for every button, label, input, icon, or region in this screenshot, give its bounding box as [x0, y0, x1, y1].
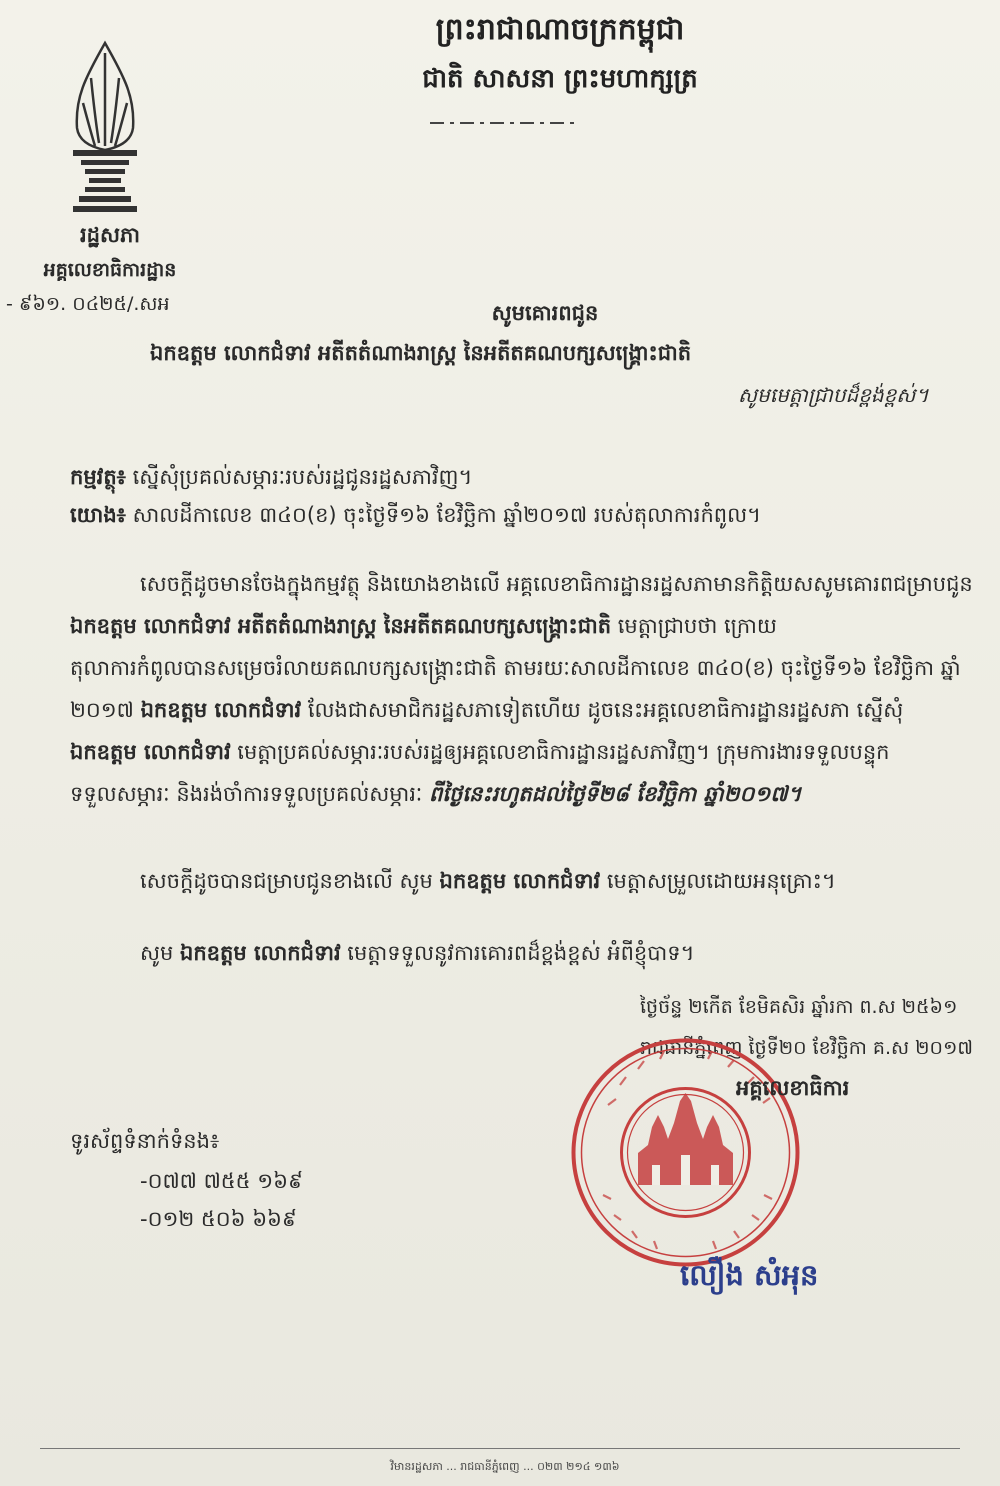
body-paragraph-2	[140, 860, 836, 902]
phone-number: -០៧៧ ៧៥៥ ១៦៩	[140, 1169, 303, 1193]
salutation-label: សូមគោរពជូន	[491, 301, 599, 325]
paragraph-text: លែងជាសមាជិករដ្ឋសភាទៀតហើយ ដូចនេះអគ្គលេខាធិការដ្ឋានរដ្ឋសភា ស្នើសុំ	[301, 698, 904, 722]
solar-date: រាជធានីភ្នំពេញ ថ្ងៃទី២០ ខែវិច្ឆិកា គ.ស ២០១៧	[640, 1037, 973, 1059]
paragraph-bold-text: ឯកឧត្តម លោកជំទាវ	[70, 740, 231, 764]
paragraph-bold-text: ឯកឧត្តម លោកជំទាវ	[140, 698, 302, 722]
footer-address: វិមានរដ្ឋសភា ... រាជធានីភ្នំពេញ ... ០២៣ ២១៤ ១៣៦	[390, 1460, 620, 1473]
national-motto: ជាតិ សាសនា ព្រះមហាក្សត្រ	[422, 64, 698, 94]
body-paragraph-1	[70, 563, 973, 815]
subject-text: ស្នើសុំប្រគល់សម្ភារៈរបស់រដ្ឋជូនរដ្ឋសភាវិញ។	[132, 465, 473, 489]
paragraph-text: ទទួលសម្ភារៈ និងរង់ចាំការទទួលប្រគល់សម្ភារៈ	[70, 782, 430, 806]
paragraph-text: មេត្តាប្រគល់សម្ភារៈរបស់រដ្ឋឲ្យអគ្គលេខាធិការដ្ឋានរដ្ឋសភាវិញ។ ក្រុមការងារទទួលបន្ទុក	[230, 740, 890, 764]
kingdom-heading: ព្រះរាជាណាចក្រកម្ពុជា	[435, 12, 685, 47]
paragraph-text: មេត្តាជ្រាបថា ក្រោយ	[611, 614, 777, 638]
reference-label: យោង៖	[70, 503, 126, 527]
courtesy-line: សូមមេត្តាជ្រាបដ៏ខ្ពង់ខ្ពស់។	[738, 383, 929, 407]
paragraph-line	[70, 605, 970, 647]
paragraph-text: មេត្តាសម្រួលដោយអនុគ្រោះ។	[600, 869, 836, 893]
lunar-date: ថ្ងៃច័ន្ទ ២កើត ខែមិគសិរ ឆ្នាំរកា ព.ស ២៥៦១	[640, 996, 958, 1018]
paragraph-bold-text: ឯកឧត្តម លោកជំទាវ	[180, 941, 341, 965]
paragraph-text: សូម	[140, 941, 181, 965]
sender-department: អគ្គលេខាធិការដ្ឋាន	[43, 259, 177, 281]
paragraph-line	[70, 773, 970, 815]
paragraph-bold-text: ឯកឧត្តម លោកជំទាវ អតីតតំណាងរាស្ត្រ នៃអតីតគណបក្សសង្គ្រោះជាតិ	[70, 614, 612, 638]
reference-text: សាលដីកាលេខ ៣៤០(ខ) ចុះថ្ងៃទី១៦ ខែវិច្ឆិកា ឆ្នាំ២០១៧ របស់តុលាការកំពូល។	[132, 503, 761, 527]
paragraph-text: មេត្តាទទួលនូវការគោរពដ៏ខ្ពង់ខ្ពស់ អំពីខ្ញុំបាទ។	[340, 941, 695, 965]
paragraph-line	[70, 689, 970, 731]
sender-org-name: រដ្ឋសភា	[80, 223, 140, 247]
deadline-text: ពីថ្ងៃនេះរហូតដល់ថ្ងៃទី២៨ ខែវិច្ឆិកា ឆ្នាំ២០១៧។	[429, 782, 802, 806]
national-assembly-emblem-icon	[55, 38, 155, 213]
paragraph-text: សេចក្តីដូចបានជម្រាបជូនខាងលើ សូម	[140, 869, 440, 893]
body-paragraph-3	[140, 932, 694, 974]
paragraph-line: សេចក្តីដូចមានចែងក្នុងកម្មវត្ថុ និងយោងខាងលើ អគ្គលេខាធិការដ្ឋានរដ្ឋសភាមានកិត្តិយសសូមគោរពជម្រាបជូន	[140, 572, 973, 596]
paragraph-line	[70, 731, 970, 773]
reference-line	[70, 502, 761, 533]
header-ornament	[430, 120, 580, 126]
paragraph-bold-text: ឯកឧត្តម លោកជំទាវ	[439, 869, 601, 893]
signatory-title: អគ្គលេខាធិការ	[736, 1076, 850, 1100]
reference-number: - ៩៦១. ០៤២៥/.សអ	[6, 293, 170, 315]
signatory-name: លឿង សំអុន	[680, 1258, 819, 1292]
paragraph-text: ២០១៧	[70, 698, 134, 722]
recipient-line: ឯកឧត្តម លោកជំទាវ អតីតតំណាងរាស្ត្រ នៃអតីតគណបក្សសង្គ្រោះជាតិ	[150, 341, 692, 365]
footer-divider	[40, 1448, 960, 1449]
subject-line	[70, 464, 472, 495]
phone-number: -០១២ ៥០៦ ៦៦៩	[140, 1207, 297, 1231]
subject-label: កម្មវត្ថុ៖	[70, 465, 126, 489]
paragraph-line: តុលាការកំពូលបានសម្រេចរំលាយគណបក្សសង្គ្រោះជាតិ តាមរយៈសាលដីកាលេខ ៣៤០(ខ) ចុះថ្ងៃទី១៦ ខែវិច្ឆិកា ឆ្នាំ	[70, 656, 961, 680]
contact-label: ទូរស័ព្ទទំនាក់ទំនង៖	[70, 1129, 220, 1153]
official-seal-icon	[568, 1035, 803, 1270]
